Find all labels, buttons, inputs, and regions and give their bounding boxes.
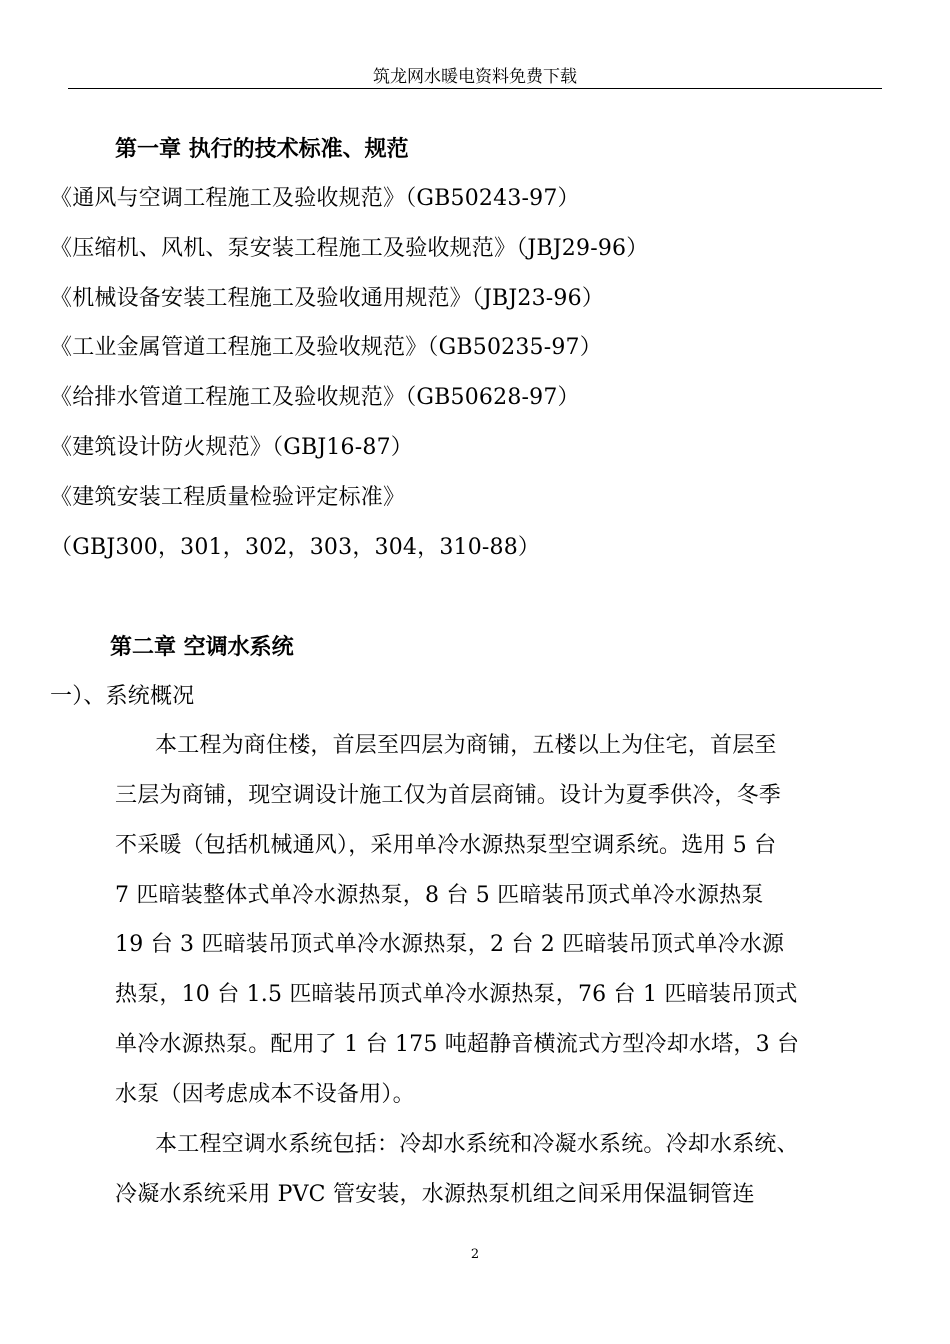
page-number: 2 [470,1247,480,1262]
paragraph-line: 19 台 3 匹暗装吊顶式单冷水源热泵，2 台 2 匹暗装吊顶式单冷水源 [115,932,785,957]
page-header-title: 筑龙网水暖电资料免费下载 [373,67,577,87]
standard-item: 《建筑设计防火规范》（GBJ16-87） [50,435,413,460]
paragraph-line: 本工程为商住楼，首层至四层为商铺，五楼以上为住宅，首层至 [155,733,777,758]
standard-item: 《机械设备安装工程施工及验收通用规范》（JBJ23-96） [50,286,605,311]
paragraph-line: 本工程空调水系统包括：冷却水系统和冷凝水系统。冷却水系统、 [155,1132,799,1157]
paragraph-line: 不采暖（包括机械通风），采用单冷水源热泵型空调系统。选用 5 台 [115,833,777,858]
paragraph-line: 单冷水源热泵。配用了 1 台 175 吨超静音横流式方型冷却水塔，3 台 [115,1032,800,1057]
standard-item: 《给排水管道工程施工及验收规范》（GB50628-97） [50,385,580,410]
paragraph-line: 冷凝水系统采用 PVC 管安装，水源热泵机组之间采用保温铜管连 [115,1182,755,1207]
standard-item: 《工业金属管道工程施工及验收规范》（GB50235-97） [50,335,602,360]
chapter2-heading: 第二章 空调水系统 [110,634,294,660]
paragraph-line: 7 匹暗装整体式单冷水源热泵，8 台 5 匹暗装吊顶式单冷水源热泵 [115,883,764,908]
paragraph-line: 热泵，10 台 1.5 匹暗装吊顶式单冷水源热泵，76 台 1 匹暗装吊顶式 [115,982,798,1007]
chapter1-heading: 第一章 执行的技术标准、规范 [115,136,409,162]
paragraph-line: 水泵（因考虑成本不设备用）。 [115,1082,415,1107]
header-divider [68,88,882,89]
standard-item: 《建筑安装工程质量检验评定标准》 [50,485,406,510]
section-title: 一）、系统概况 [50,684,195,709]
standard-item: 《通风与空调工程施工及验收规范》（GB50243-97） [50,186,580,211]
paragraph-line: 三层为商铺，现空调设计施工仅为首层商铺。设计为夏季供冷，冬季 [115,783,782,808]
standard-item: 《压缩机、风机、泵安装工程施工及验收规范》（JBJ29-96） [50,236,649,261]
standard-item: （GBJ300，301，302，303，304，310-88） [50,535,541,560]
